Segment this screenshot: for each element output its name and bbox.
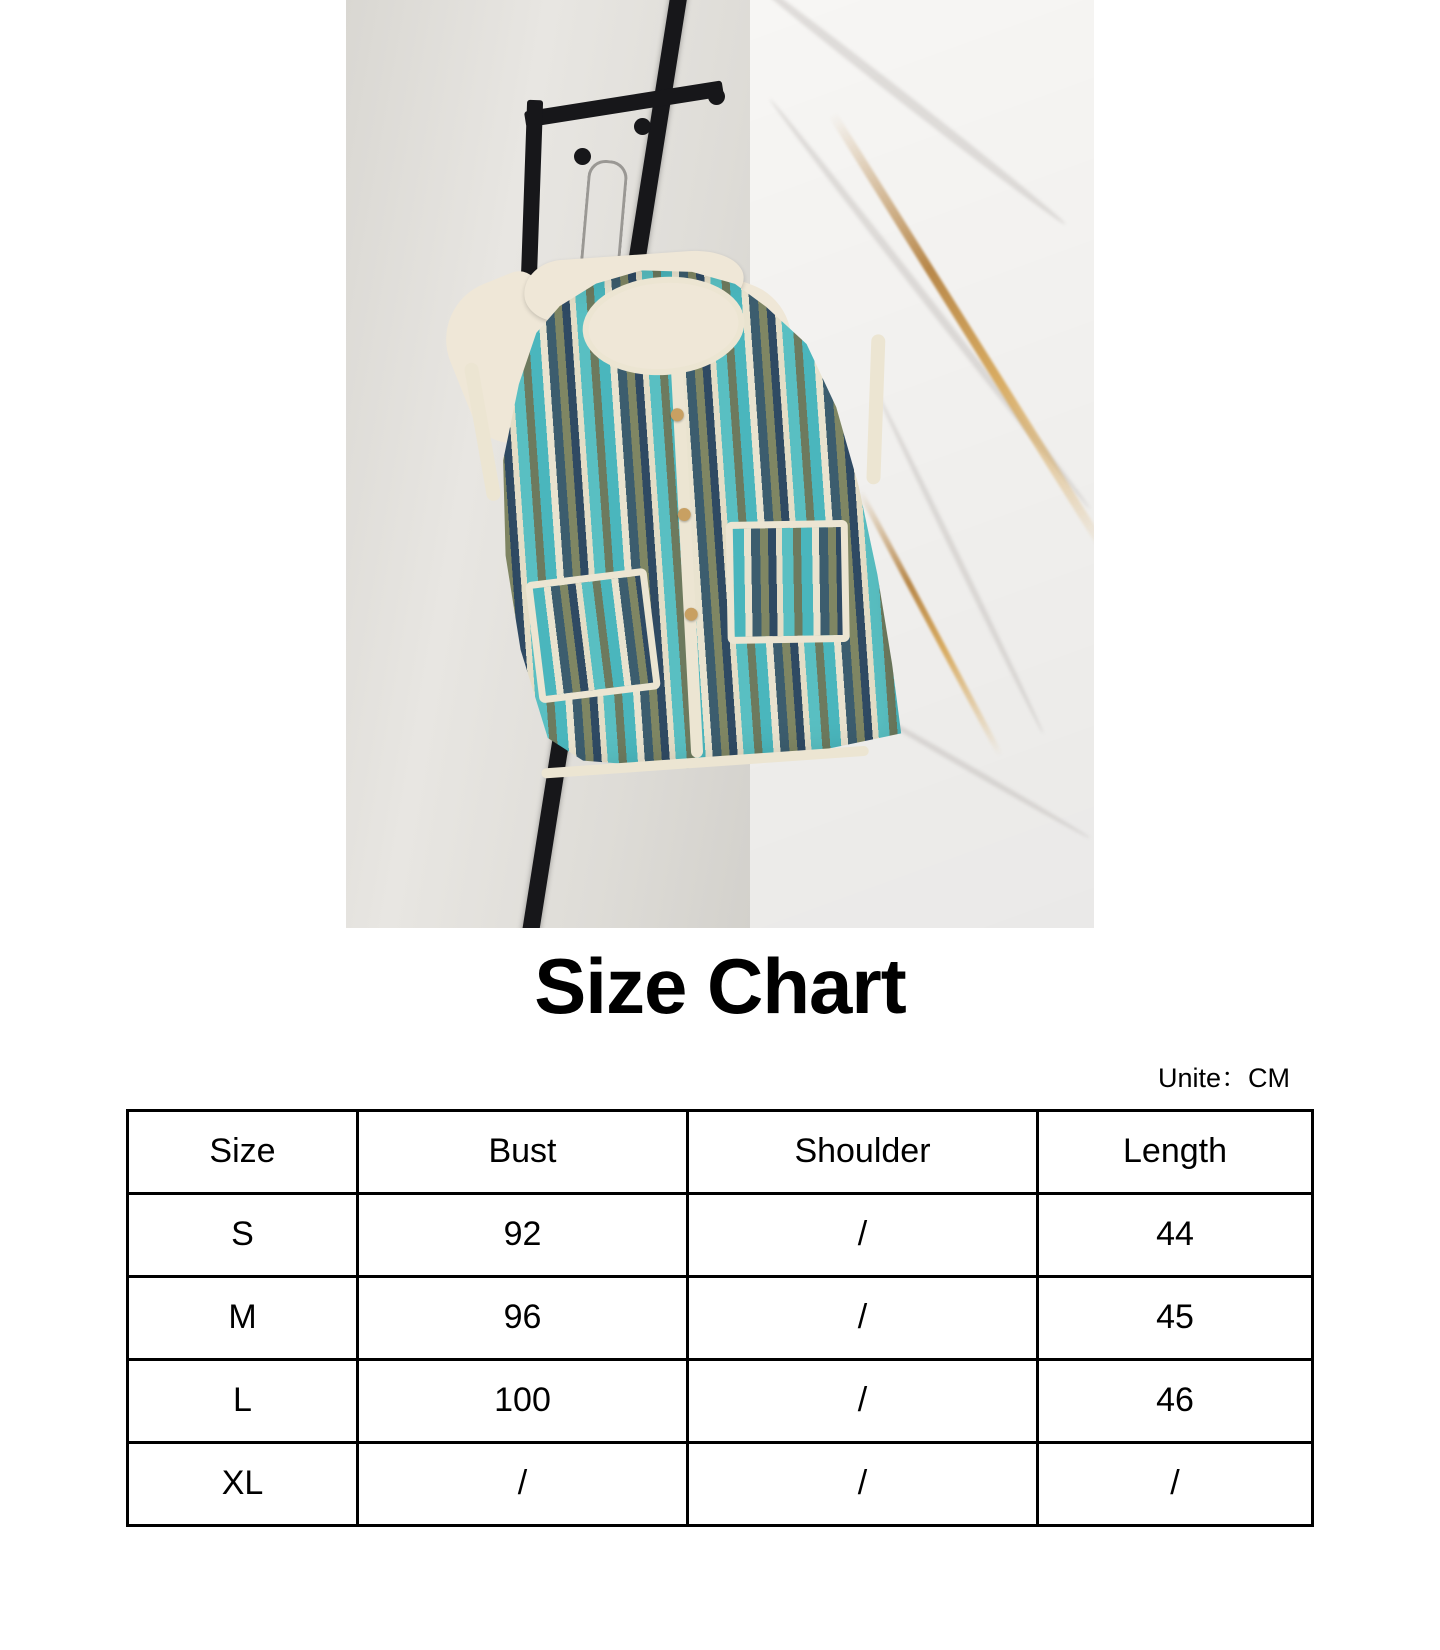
cell-length: 45 bbox=[1038, 1276, 1313, 1359]
rack-knob-icon bbox=[634, 118, 651, 135]
cell-bust: 100 bbox=[358, 1359, 688, 1442]
column-header-shoulder: Shoulder bbox=[688, 1110, 1038, 1193]
rack-knob-icon bbox=[574, 148, 591, 165]
vest-pocket-right bbox=[725, 520, 849, 644]
vest-garment bbox=[457, 254, 911, 782]
table-row bbox=[128, 1193, 1313, 1276]
vest-armhole-right-trim bbox=[866, 334, 885, 484]
cell-length: 46 bbox=[1038, 1359, 1313, 1442]
size-chart-table bbox=[126, 1109, 1314, 1527]
cell-length: / bbox=[1038, 1442, 1313, 1525]
cell-shoulder: / bbox=[688, 1442, 1038, 1525]
rack-knob-icon bbox=[708, 88, 725, 105]
cell-bust: / bbox=[358, 1442, 688, 1525]
cell-size: L bbox=[128, 1359, 358, 1442]
cell-length: 44 bbox=[1038, 1193, 1313, 1276]
table-row bbox=[128, 1442, 1313, 1525]
column-header-length: Length bbox=[1038, 1110, 1313, 1193]
cell-shoulder: / bbox=[688, 1193, 1038, 1276]
cell-size: S bbox=[128, 1193, 358, 1276]
table-header-row bbox=[128, 1110, 1313, 1193]
product-photo bbox=[346, 0, 1094, 928]
table-row bbox=[128, 1276, 1313, 1359]
column-header-size: Size bbox=[128, 1110, 358, 1193]
unit-note: Unite：CM bbox=[1157, 1062, 1290, 1093]
table-row bbox=[128, 1359, 1313, 1442]
cell-size: XL bbox=[128, 1442, 358, 1525]
cell-bust: 92 bbox=[358, 1193, 688, 1276]
vest-pocket-left bbox=[525, 568, 661, 704]
page-title: Size Chart bbox=[534, 942, 906, 1030]
column-header-bust: Bust bbox=[358, 1110, 688, 1193]
cell-bust: 96 bbox=[358, 1276, 688, 1359]
cell-size: M bbox=[128, 1276, 358, 1359]
cell-shoulder: / bbox=[688, 1276, 1038, 1359]
cell-shoulder: / bbox=[688, 1359, 1038, 1442]
